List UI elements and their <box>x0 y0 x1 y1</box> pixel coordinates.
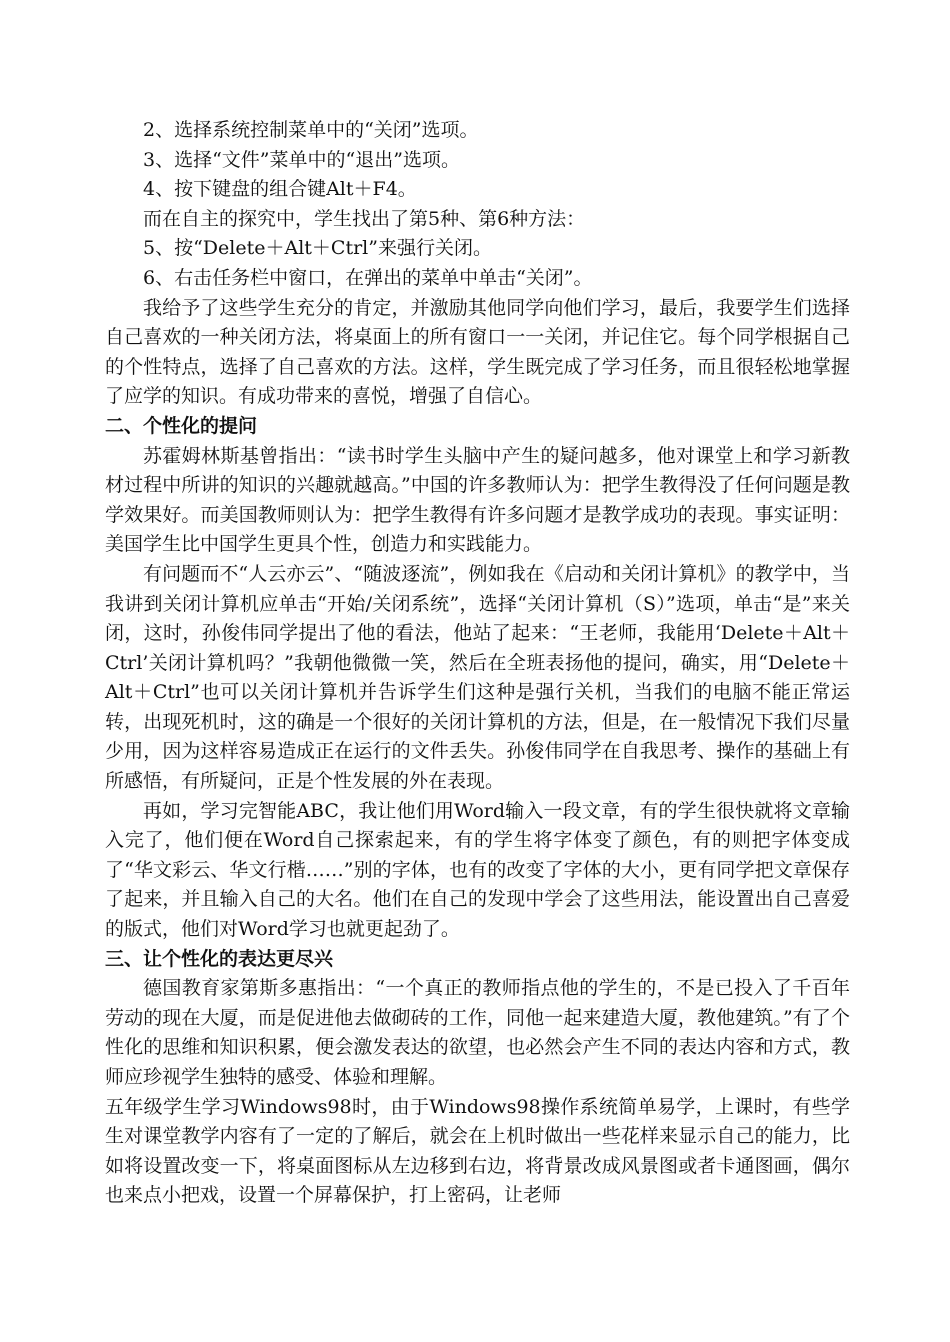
section-heading-questioning: 二、个性化的提问 <box>105 414 258 437</box>
paragraph-step-2: 2、选择系统控制菜单中的“关闭”选项。 <box>143 119 479 141</box>
paragraph-step-4: 4、按下键盘的组合键Alt＋F4。 <box>143 178 417 201</box>
paragraph-diesterweg: 德国教育家第斯多惠指出：“一个真正的教师指点他的学生的，不是已投入了千百年劳动的现在大厦，而是促进他去做砌砖的工作，同他一起来建造大厦，教他建筑。”有了个性化的思维和知识积累，便会激发表达的欲望，也必然会产生不同的表达内容和方式，教师应珍视学生独特的感受、体验和理解。 <box>105 977 850 1088</box>
section-heading-expression: 三、让个性化的表达更尽兴 <box>105 947 334 970</box>
paragraph-word-example: 再如，学习完智能ABC，我让他们用Word输入一段文章，有的学生很快就将文章输入完了，他们便在Word自己探索起来，有的学生将字体变了颜色，有的则把字体变成了“华文彩云、华文行楷……”别的字体，也有的改变了字体的大小，更有同学把文章保存了起来，并且输入自己的大名。他们在自己的发现中学会了这些用法，能设置出自己喜爱的版式，他们对Word学习也就更起劲了。 <box>105 799 850 941</box>
paragraph-step-6: 6、右击任务栏中窗口，在弹出的菜单中单击“关闭”。 <box>143 266 593 289</box>
paragraph-step-5: 5、按“Delete＋Alt＋Ctrl”来强行关闭。 <box>143 237 492 260</box>
paragraph-exploration-intro: 而在自主的探究中，学生找出了第5种、第6种方法： <box>143 207 586 230</box>
paragraph-step-3: 3、选择“文件”菜单中的“退出”选项。 <box>143 148 460 171</box>
paragraph-shutdown-example: 有问题而不“人云亦云”、“随波逐流”，例如我在《启动和关闭计算机》的教学中，当我讲到关闭计算机应单击“开始/关闭系统”，选择“关闭计算机（S）”选项，单击“是”来关闭，这时，孙俊伟同学提出了他的看法，他站了起来：“王老师，我能用‘Delete＋Alt＋Ctrl’关闭计算机吗？”我朝他微微一笑，然后在全班表扬他的提问，确实，用“Delete＋Alt＋Ctrl”也可以关闭计算机并告诉学生们这种是强行关机，当我们的电脑不能正常运转，出现死机时，这的确是一个很好的关闭计算机的方法，但是，在一般情况下我们尽量少用，因为这样容易造成正在运行的文件丢失。孙俊伟同学在自我思考、操作的基础上有所感悟，有所疑问，正是个性发展的外在表现。 <box>105 562 850 793</box>
paragraph-affirmation: 我给予了这些学生充分的肯定，并激励其他同学向他们学习，最后，我要学生们选择自己喜欢的一种关闭方法，将桌面上的所有窗口一一关闭，并记住它。每个同学根据自己的个性特点，选择了自己喜欢的方法。这样，学生既完成了学习任务，而且很轻松地掌握了应学的知识。有成功带来的喜悦，增强了自信心。 <box>105 296 850 408</box>
paragraph-sukhomlinsky: 苏霍姆林斯基曾指出：“读书时学生头脑中产生的疑问越多，他对课堂上和学习新教材过程中所讲的知识的兴趣就越高。”中国的许多教师认为：把学生教得没了任何问题是教学效果好。而美国教师则认为：把学生教得有许多问题才是教学成功的表现。事实证明：美国学生比中国学生更具个性，创造力和实践能力。 <box>105 444 850 556</box>
paragraph-windows98: 五年级学生学习Windows98时，由于Windows98操作系统简单易学，上课时，有些学生对课堂教学内容有了一定的了解后，就会在上机时做出一些花样来显示自己的能力，比如将设置改变一下，将桌面图标从左边移到右边，将背景改成风景图或者卡通图画，偶尔也来点小把戏，设置一个屏幕保护，打上密码，让老师 <box>105 1095 850 1207</box>
